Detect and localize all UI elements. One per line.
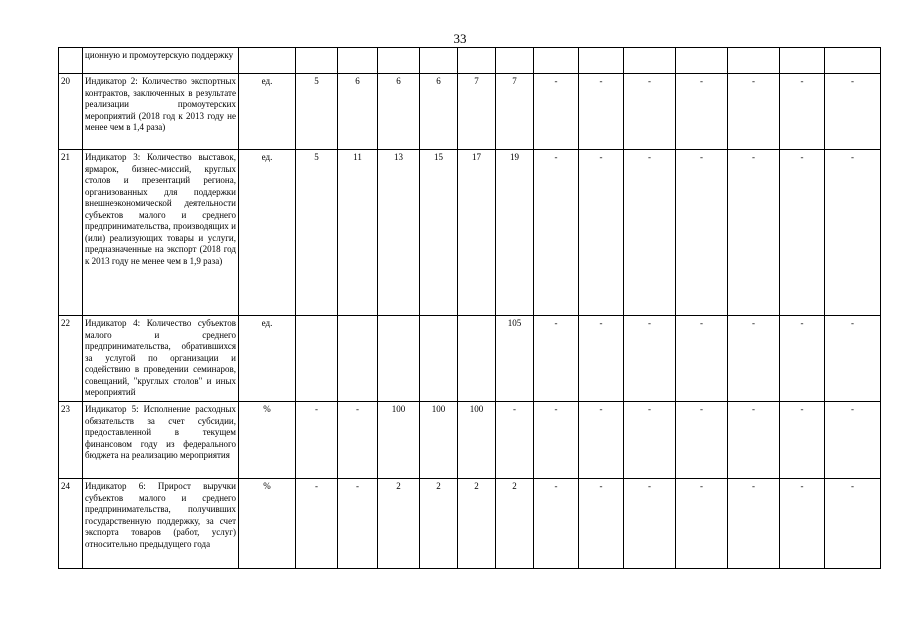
row-number: 23 [59, 402, 83, 479]
value-cell: - [338, 402, 378, 479]
value-cell: 5 [296, 74, 338, 150]
value-cell: - [534, 479, 579, 569]
value-cell: - [780, 402, 825, 479]
unit-cell: % [239, 479, 296, 569]
row-number: 20 [59, 74, 83, 150]
table-row [59, 150, 881, 316]
value-cell: - [624, 74, 676, 150]
value-cell: - [728, 316, 780, 402]
value-cell: - [579, 402, 624, 479]
value-cell: 15 [420, 150, 458, 316]
value-cell: 19 [496, 150, 534, 316]
value-cell: - [825, 74, 881, 150]
table-row [59, 316, 881, 402]
value-cell: - [825, 150, 881, 316]
value-cell: - [579, 74, 624, 150]
value-cell: 2 [458, 479, 496, 569]
value-cell: - [780, 74, 825, 150]
value-cell: - [676, 402, 728, 479]
value-cell: - [624, 402, 676, 479]
row-number-cell [59, 48, 83, 74]
value-cell: 100 [420, 402, 458, 479]
table-row [59, 74, 881, 150]
value-cell: - [780, 316, 825, 402]
value-cell [296, 316, 338, 402]
value-cell: - [676, 150, 728, 316]
value-cell: 5 [296, 150, 338, 316]
table-row [59, 479, 881, 569]
value-cell: - [676, 479, 728, 569]
row-number: 24 [59, 479, 83, 569]
value-cell: - [579, 150, 624, 316]
unit-cell: ед. [239, 74, 296, 150]
value-cell: - [579, 479, 624, 569]
value-cell [338, 316, 378, 402]
value-cell: - [624, 150, 676, 316]
value-cell: - [534, 74, 579, 150]
value-cell: - [579, 316, 624, 402]
value-cell: - [534, 150, 579, 316]
value-cell: - [534, 402, 579, 479]
value-cell: - [296, 479, 338, 569]
value-cell: 7 [458, 74, 496, 150]
value-cell [378, 316, 420, 402]
value-cell: 105 [496, 316, 534, 402]
value-cell [420, 316, 458, 402]
table-row [59, 402, 881, 479]
value-cell: 100 [458, 402, 496, 479]
value-cell: 2 [378, 479, 420, 569]
value-cell: - [534, 316, 579, 402]
value-cell: 6 [420, 74, 458, 150]
indicator-table [58, 47, 881, 569]
value-cell: 6 [338, 74, 378, 150]
value-cell: - [624, 479, 676, 569]
page-number: 33 [453, 31, 467, 46]
indicator-description: Индикатор 5: Исполнение расходных обязательств за счет субсидии, предоставленной в текущем финансовом году из федерального бюджета на реализацию мероприятия [83, 402, 239, 479]
value-cell: - [676, 316, 728, 402]
indicator-description: Индикатор 4: Количество субъектов малого и среднего предпринимательства, обратившихся за услугой по организации и содействию в проведении семинаров, совещаний, "круглых столов" и иных мероприятий [83, 316, 239, 402]
value-cell: - [496, 402, 534, 479]
indicator-description: Индикатор 3: Количество выставок, ярмарок, бизнес-миссий, круглых столов и презентаций региона, организованных для поддержки внешнеэкономической деятельности субъектов малого и среднего предпринимательства, производящих и (или) реализующих товары и услуги, предназначенные на экспорт (2018 год к 2013 году не менее чем в 1,9 раза) [83, 150, 239, 316]
value-cell: - [825, 316, 881, 402]
value-cell [458, 316, 496, 402]
value-cell: 2 [496, 479, 534, 569]
continuation-text: ционную и промоутерскую поддержку [83, 48, 239, 74]
value-cell: 6 [378, 74, 420, 150]
value-cell: 7 [496, 74, 534, 150]
value-cell: - [728, 479, 780, 569]
row-number: 22 [59, 316, 83, 402]
continuation-row [59, 48, 881, 74]
value-cell: - [780, 150, 825, 316]
value-cell: - [296, 402, 338, 479]
value-cell: 11 [338, 150, 378, 316]
value-cell: 100 [378, 402, 420, 479]
value-cell: - [728, 402, 780, 479]
value-cell: - [728, 74, 780, 150]
unit-cell: % [239, 402, 296, 479]
value-cell: 2 [420, 479, 458, 569]
unit-cell: ед. [239, 150, 296, 316]
value-cell: 13 [378, 150, 420, 316]
value-cell: - [825, 479, 881, 569]
value-cell: 17 [458, 150, 496, 316]
value-cell: - [676, 74, 728, 150]
value-cell: - [338, 479, 378, 569]
row-number: 21 [59, 150, 83, 316]
indicator-description: Индикатор 2: Количество экспортных контрактов, заключенных в результате реализации промоутерских мероприятий (2018 год к 2013 году не менее чем в 1,4 раза) [83, 74, 239, 150]
value-cell: - [825, 402, 881, 479]
value-cell: - [624, 316, 676, 402]
value-cell: - [728, 150, 780, 316]
value-cell: - [780, 479, 825, 569]
indicator-description: Индикатор 6: Прирост выручки субъектов малого и среднего предпринимательства, получивших государственную поддержку, за счет экспорта товаров (работ, услуг) относительно предыдущего года [83, 479, 239, 569]
unit-cell: ед. [239, 316, 296, 402]
